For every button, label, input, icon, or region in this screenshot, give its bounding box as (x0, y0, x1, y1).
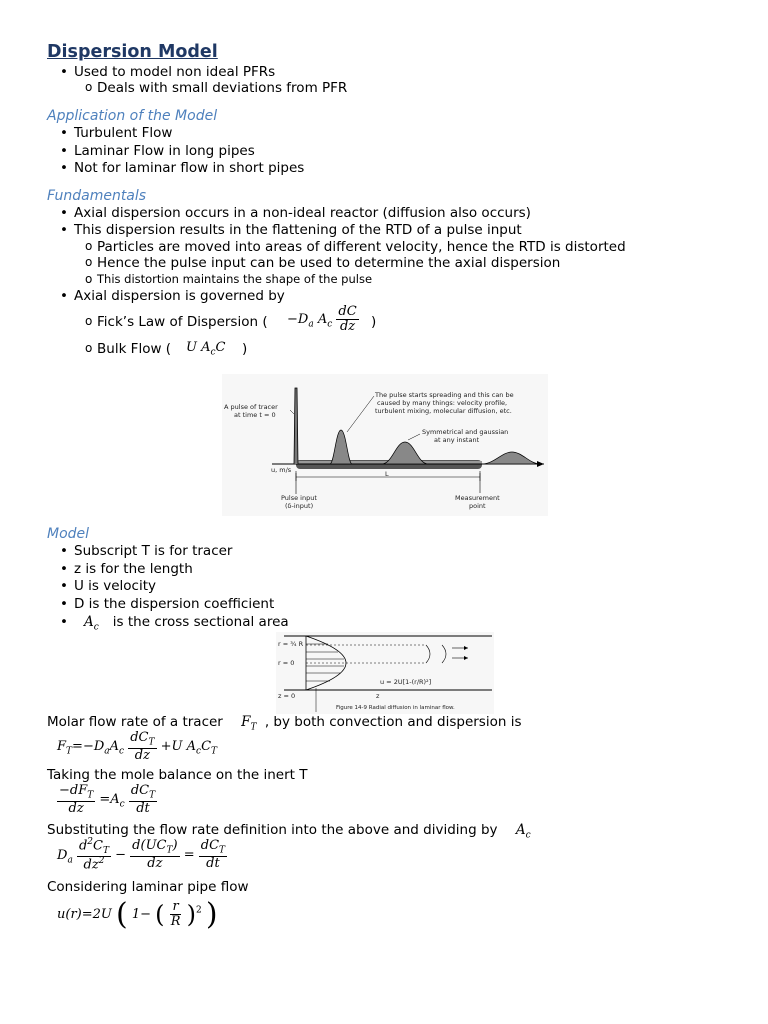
laminar-flow-figure (276, 632, 494, 714)
model-item: • U is velocity (74, 578, 156, 594)
fundamentals-item: • This dispersion results in the flattening of the RTD of a pulse input (74, 222, 522, 238)
fundamentals-item: • Axial dispersion occurs in a non-ideal reactor (diffusion also occurs) (74, 205, 531, 221)
pulse-dispersion-figure (222, 374, 548, 516)
velocity-label: u, m/s (271, 466, 292, 474)
ficks-law-equation: $-D_a$ $A_c$ $\frac{dC}{dz}$ (287, 304, 357, 334)
substituting-text-body: Substituting the flow rate definition into the above and dividing by (47, 822, 498, 838)
application-item: • Laminar Flow in long pipes (74, 143, 255, 159)
model-item-area-text: is the cross sectional area (112, 614, 289, 630)
page-title: Dispersion Model (47, 42, 218, 62)
bulk-close-paren: ) (242, 341, 248, 357)
ficks-law-item (97, 314, 268, 330)
mole-balance-equation: $\frac{-dF_T}{dz}$ $=A_c$ $\frac{dC_T}{dt}$ (59, 783, 156, 817)
bulk-flow-equation: U $A_cC$ (186, 340, 226, 358)
pulse-label-2: at time t = 0 (234, 411, 276, 419)
velocity-equation-label: u = 2U[1-(r/R)²] (380, 678, 432, 686)
intro-sub-bullet: o Deals with small deviations from PFR (97, 80, 347, 96)
bulk-flow-label: Bulk Flow ( (97, 341, 172, 357)
dispersion-equation: $D_a$ $\frac{d^2C_T}{dz^2}$ − $\frac{d(UC_T)}{dz}$ = $\frac{dC_T}{dt}$ (57, 837, 226, 873)
spread-label-2: caused by many things: velocity profile, (377, 399, 508, 407)
z-zero-label: z = 0 (278, 692, 296, 700)
molar-flow-text (47, 714, 521, 733)
length-label: L (385, 470, 389, 478)
molar-flow-equation: $F_T=-D_aA_c$ $\frac{dC_T}{dz}$ +U $A_cC_T$ (57, 730, 218, 764)
molar-flow-text-a: Molar flow rate of a tracer (47, 714, 223, 730)
symmetrical-label-1: Symmetrical and gaussian (422, 428, 509, 436)
model-item (74, 614, 289, 633)
pulse-label-1: A pulse of tracer (224, 403, 278, 411)
fundamentals-item: • Axial dispersion is governed by (74, 288, 285, 304)
fundamentals-heading: Fundamentals (47, 188, 147, 204)
fundamentals-sub-item: o Particles are moved into areas of different velocity, hence the RTD is distorted (97, 239, 626, 255)
mole-balance-text: Taking the mole balance on the inert T (47, 767, 308, 783)
pulse-input-label-1: Pulse input (281, 494, 317, 502)
laminar-velocity-equation: u(r)=2U ( 1− ( $\frac{r}{R}$ )$^2$ ) (57, 897, 218, 932)
r-zero-label: r = 0 (278, 659, 295, 667)
z-label: z (376, 692, 380, 700)
area-divisor-symbol: $A_c$ (515, 822, 531, 841)
symmetrical-label-2: at any instant (434, 436, 480, 444)
application-item: • Not for laminar flow in short pipes (74, 160, 304, 176)
r-three-quarter-label: r = ³⁄₄ R (278, 640, 304, 648)
ficks-close-paren: ) (371, 314, 377, 330)
pulse-input-label-2: (δ-input) (285, 502, 314, 510)
measurement-label-2: point (469, 502, 486, 510)
spread-label-1: The pulse starts spreading and this can be (375, 391, 514, 399)
laminar-text: Considering laminar pipe flow (47, 879, 249, 895)
model-heading: Model (47, 526, 90, 542)
figure-caption: Figure 14-9 Radial diffusion in laminar flow. (336, 705, 455, 711)
model-item: • D is the dispersion coefficient (74, 596, 274, 612)
area-symbol: $A_c$ (84, 614, 99, 633)
bulk-flow-item (97, 341, 171, 357)
model-item: • z is for the length (74, 561, 193, 577)
fundamentals-sub-item: o This distortion maintains the shape of the pulse (97, 272, 372, 286)
fundamentals-sub-item: o Hence the pulse input can be used to determine the axial dispersion (97, 255, 560, 271)
tracer-flow-symbol: $F_T$ (241, 714, 257, 733)
application-item: • Turbulent Flow (74, 125, 172, 141)
model-item: • Subscript T is for tracer (74, 543, 232, 559)
measurement-label-1: Measurement (455, 494, 500, 502)
spread-label-3: turbulent mixing, molecular diffusion, etc. (375, 407, 512, 415)
application-heading: Application of the Model (47, 108, 218, 124)
ficks-law-label: Fick’s Law of Dispersion ( (97, 314, 268, 330)
intro-bullet: • Used to model non ideal PFRs (74, 64, 275, 80)
molar-flow-text-b: , by both convection and dispersion is (264, 714, 522, 730)
